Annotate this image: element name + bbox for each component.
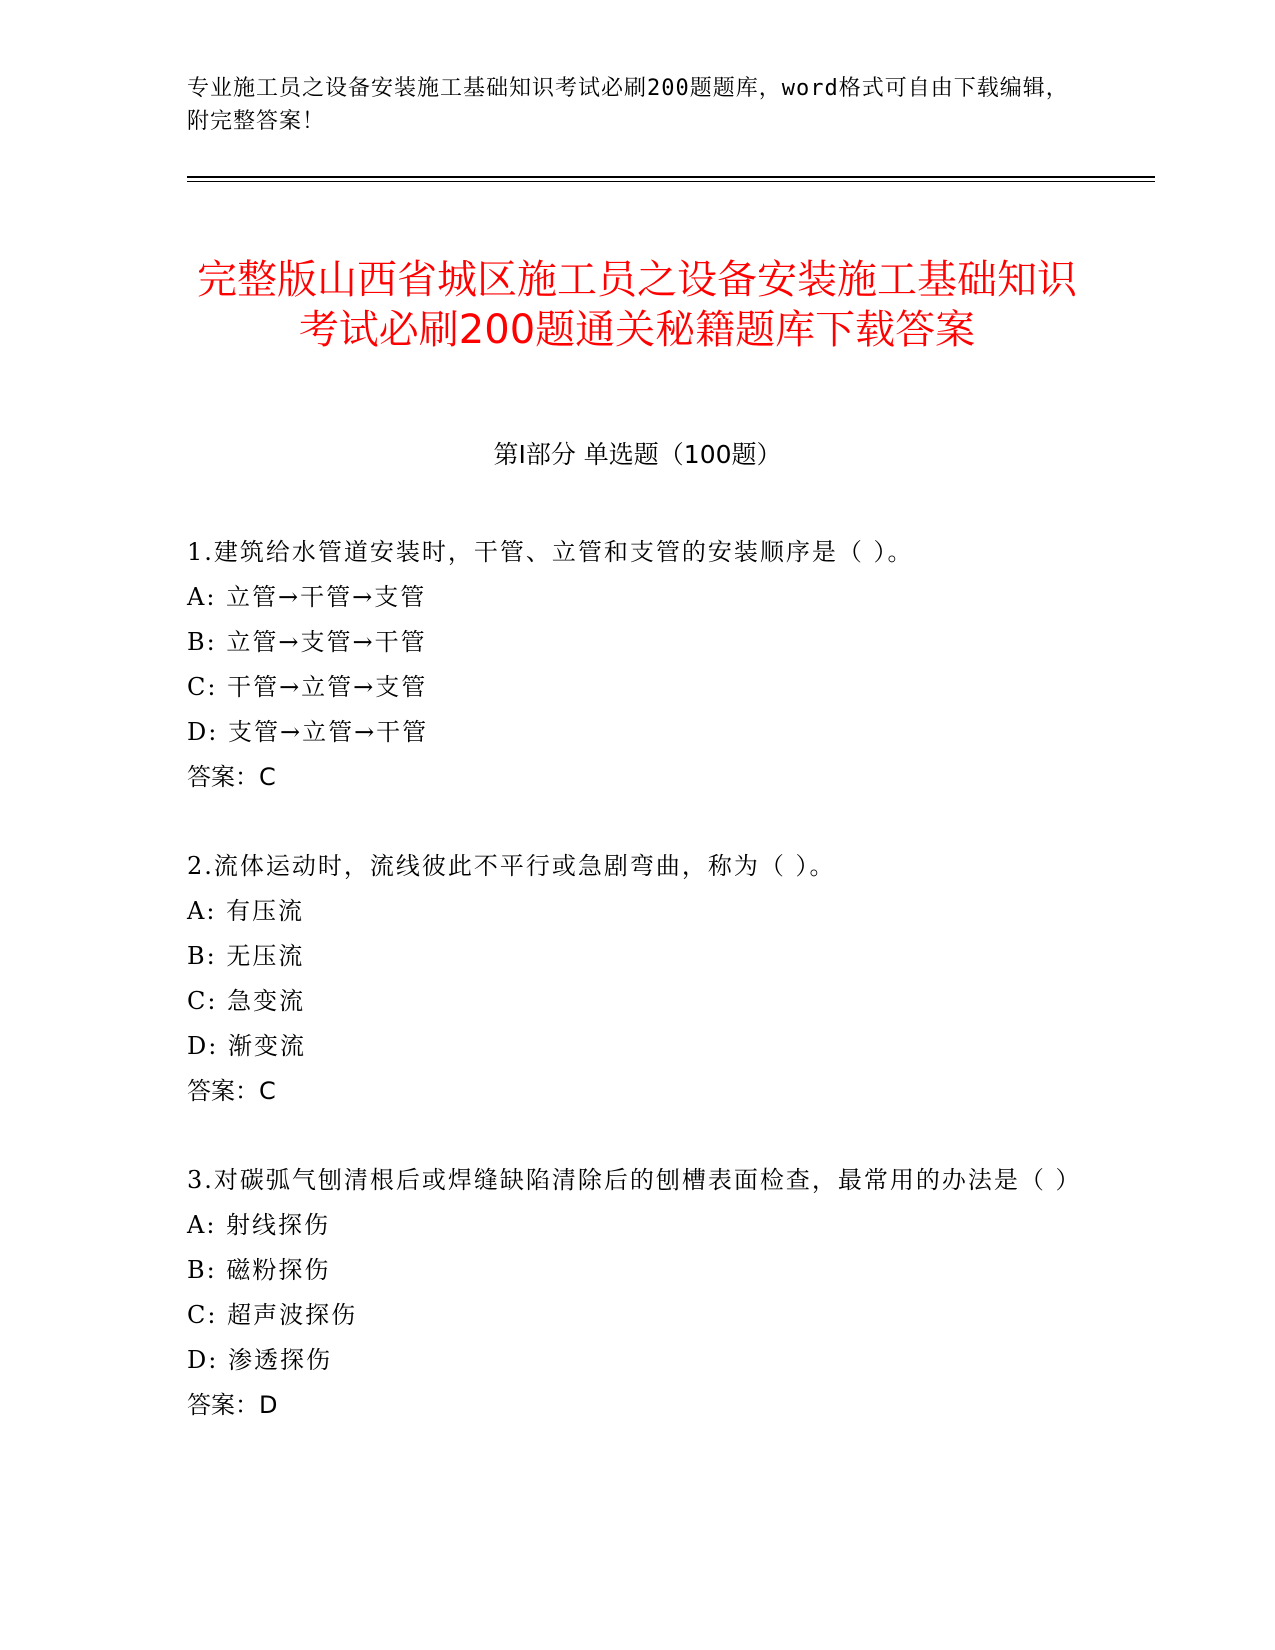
question-list <box>187 530 1082 1472</box>
section-heading: 第Ⅰ部分 单选题（100题） <box>493 440 782 469</box>
option-b: B: 无压流 <box>187 942 305 970</box>
question-item <box>187 844 1077 1114</box>
header-divider-thick <box>187 176 1155 178</box>
answer-text: 答案：C <box>187 763 276 791</box>
question-item <box>187 530 1077 800</box>
header-note: 专业施工员之设备安装施工基础知识考试必刷200题题库，word格式可自由下载编辑，附完整答案！ <box>187 76 1069 134</box>
option-d: D: 渗透探伤 <box>187 1346 332 1374</box>
question-item <box>187 1158 1082 1428</box>
option-a: A: 立管→干管→支管 <box>187 583 427 611</box>
question-stem: 3.对碳弧气刨清根后或焊缝缺陷清除后的刨槽表面检查，最常用的办法是（ ） <box>187 1166 1082 1194</box>
answer-text: 答案：D <box>187 1391 278 1419</box>
question-stem: 2.流体运动时，流线彼此不平行或急剧弯曲，称为（ ）。 <box>187 852 836 880</box>
option-c: C: 干管→立管→支管 <box>187 673 428 701</box>
option-d: D: 渐变流 <box>187 1032 306 1060</box>
question-stem: 1.建筑给水管道安装时，干管、立管和支管的安装顺序是（ ）。 <box>187 538 914 566</box>
document-title: 完整版山西省城区施工员之设备安装施工基础知识考试必刷200题通关秘籍题库下载答案 <box>197 256 1077 353</box>
option-b: B: 磁粉探伤 <box>187 1256 331 1284</box>
answer-text: 答案：C <box>187 1077 276 1105</box>
header-divider-thin <box>187 181 1155 182</box>
option-c: C: 急变流 <box>187 987 306 1015</box>
option-a: A: 射线探伤 <box>187 1211 331 1239</box>
option-b: B: 立管→支管→干管 <box>187 628 427 656</box>
option-a: A: 有压流 <box>187 897 305 925</box>
option-d: D: 支管→立管→干管 <box>187 718 429 746</box>
option-c: C: 超声波探伤 <box>187 1301 358 1329</box>
